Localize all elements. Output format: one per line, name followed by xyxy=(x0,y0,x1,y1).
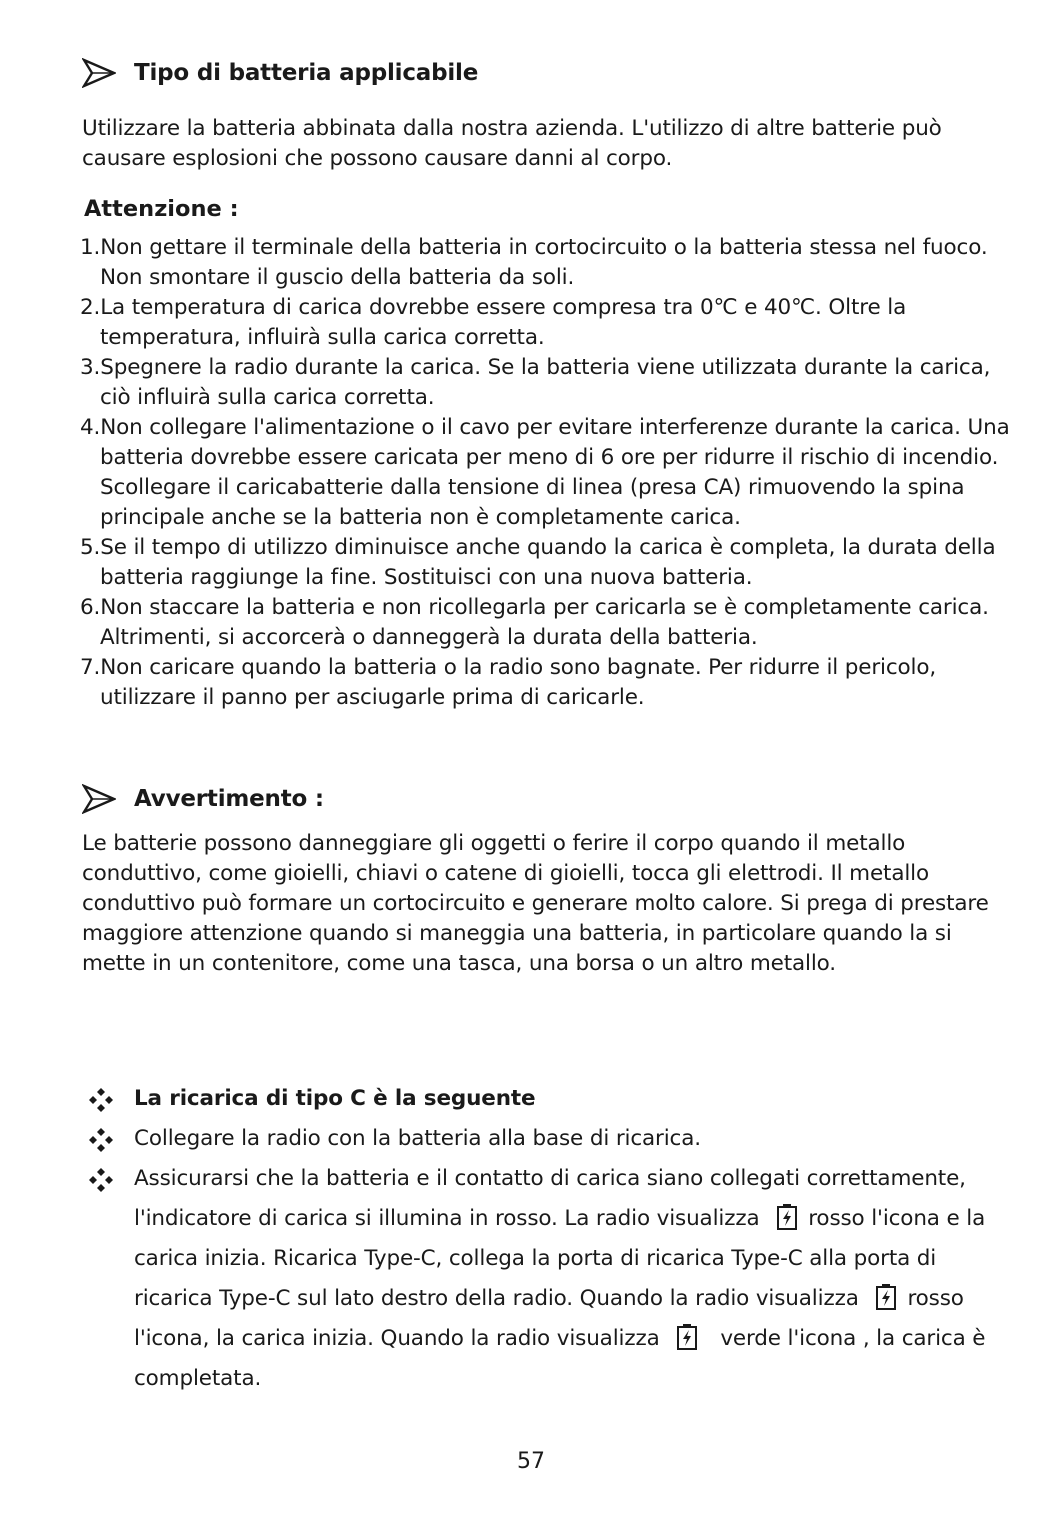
page-number: 57 xyxy=(517,1449,545,1474)
attention-list xyxy=(80,233,1020,713)
four-diamond-icon xyxy=(88,1127,114,1153)
list-item xyxy=(88,1159,1018,1399)
charging-step-text: Collegare la radio con la batteria alla base di ricarica. xyxy=(134,1126,701,1151)
list-item xyxy=(88,1079,1018,1119)
attention-title: Attenzione : xyxy=(84,196,239,222)
charging-title: La ricarica di tipo C è la seguente xyxy=(134,1086,536,1111)
list-item: 2.La temperatura di carica dovrebbe essere compresa tra 0℃ e 40℃. Oltre la temperatura, influirà sulla carica corretta. xyxy=(80,295,907,350)
battery-charging-icon xyxy=(776,1203,798,1231)
charging-step-text: rosso l'icona, la carica inizia. Quando la radio visualizza xyxy=(134,1286,964,1351)
four-diamond-icon xyxy=(88,1167,114,1193)
arrowhead-icon xyxy=(82,58,116,88)
list-item xyxy=(88,1119,1018,1159)
charging-step-text: Assicurarsi che la batteria e il contatto di carica siano collegati correttamente, l'indicatore di carica si illumina in rosso. La radio visualizza xyxy=(134,1166,966,1231)
charging-list xyxy=(88,1079,1018,1399)
arrowhead-icon xyxy=(82,784,116,814)
list-item: 5.Se il tempo di utilizzo diminuisce anche quando la carica è completa, la durata della batteria raggiunge la fine. Sostituisci con una nuova batteria. xyxy=(80,535,996,590)
list-item: 7.Non caricare quando la batteria o la radio sono bagnate. Per ridurre il pericolo, utilizzare il panno per asciugarle prima di caricarle. xyxy=(80,655,937,710)
section-heading-row xyxy=(82,58,478,88)
list-item: 4.Non collegare l'alimentazione o il cavo per evitare interferenze durante la carica. Una batteria dovrebbe essere caricata per meno di 6 ore per ridurre il rischio di incendio. Scollegare il caricabatterie dalla tensione di linea (presa CA) rimuovendo la spina principale anche se la batteria non è completamente carica. xyxy=(80,415,1010,530)
section-heading: Tipo di batteria applicabile xyxy=(134,60,479,86)
warning-heading: Avvertimento : xyxy=(134,786,324,812)
battery-charging-icon xyxy=(875,1283,897,1311)
charging-step-text: rosso l'icona e la carica inizia. Ricarica Type-C, collega la porta di ricarica Type-C alla porta di ricarica Type-C sul lato destro della radio. Quando la radio visualizza xyxy=(134,1206,986,1311)
four-diamond-icon xyxy=(88,1087,114,1113)
battery-type-paragraph: Utilizzare la batteria abbinata dalla nostra azienda. L'utilizzo di altre batterie può causare esplosioni che possono causare danni al corpo. xyxy=(82,116,942,171)
battery-charging-icon xyxy=(676,1323,698,1351)
warning-paragraph: Le batterie possono danneggiare gli oggetti o ferire il corpo quando il metallo conduttivo, come gioielli, chiavi o catene di gioielli, tocca gli elettrodi. Il metallo conduttivo può formare un cortocircuito e generare molto calore. Si prega di prestare maggiore attenzione quando si maneggia una batteria, in particolare quando la si mette in un contenitore, come una tasca, una borsa o un altro metallo. xyxy=(82,831,989,976)
list-item: 1.Non gettare il terminale della batteria in cortocircuito o la batteria stessa nel fuoco. Non smontare il guscio della batteria da soli. xyxy=(80,235,988,290)
charging-step-text: verde l'icona , la carica è completata. xyxy=(134,1326,986,1391)
list-item: 3.Spegnere la radio durante la carica. Se la batteria viene utilizzata durante la carica, ciò influirà sulla carica corretta. xyxy=(80,355,991,410)
warning-heading-row xyxy=(82,784,324,814)
list-item: 6.Non staccare la batteria e non ricollegarla per caricarla se è completamente carica. Altrimenti, si accorcerà o danneggerà la durata della batteria. xyxy=(80,595,989,650)
